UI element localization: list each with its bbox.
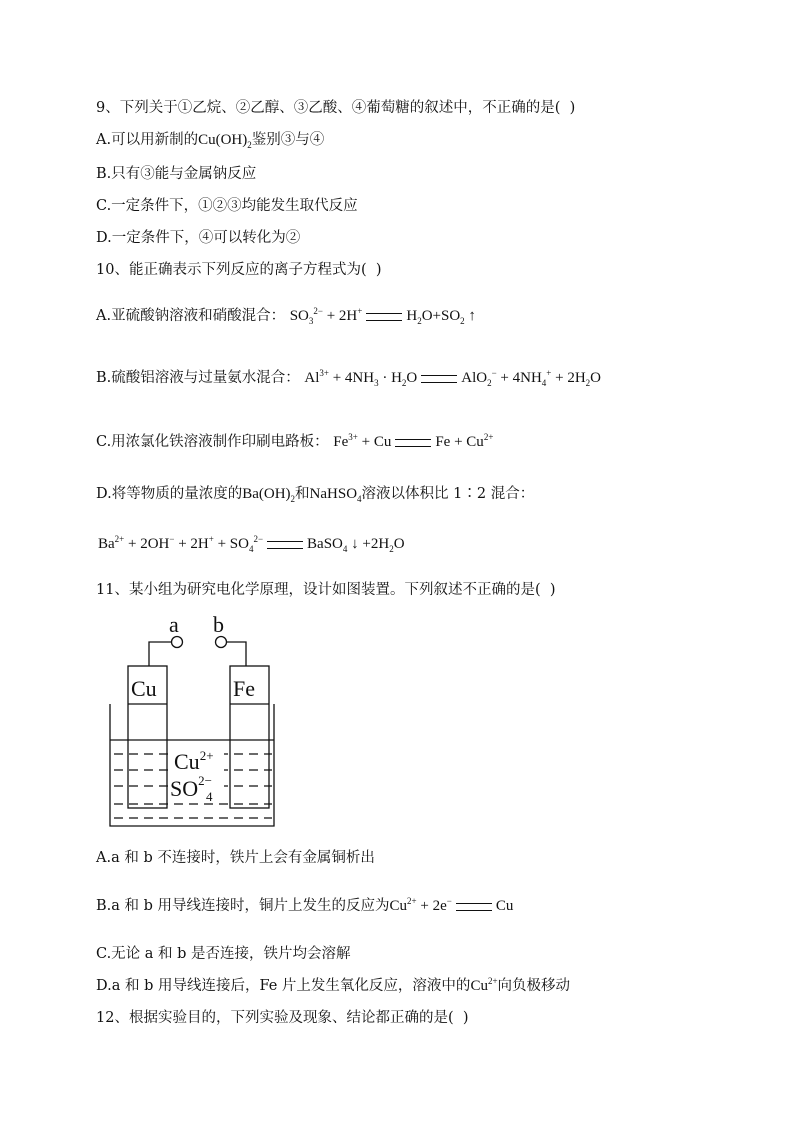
q10-stem: 10、能正确表示下列反应的离子方程式为( ) [96, 262, 382, 278]
q10-option-b: B.硫酸铝溶液与过量氨水混合： $Al^{3+} + 4NH_3 \cdot H_2O$ $AlO_2^- + 4NH_4^+ + 2H_2O$ [96, 368, 602, 388]
q10-option-d: D.将等物质的量浓度的$Ba(OH)_2$和NaHSO$_4$溶液以体积比 1∶2 混合： [96, 486, 535, 504]
q10-equation-c: $Fe^{3+} + Cu$ $Fe + Cu^{2+}$ [333, 432, 494, 450]
terminal-b-label: b [213, 612, 224, 637]
terminal-b [216, 637, 227, 648]
electrode-left-label: Cu [131, 676, 157, 701]
q10-equation-a: $SO_3^{2-} + 2H^+$ $H_2O+SO_2$ ↑ [289, 306, 476, 326]
q9-stem: 9、下列关于①乙烷、②乙醇、③乙酸、④葡萄糖的叙述中，不正确的是( ) [96, 100, 576, 116]
q11-option-b: B.a 和 b 用导线连接时，铜片上发生的反应为$Cu^{2+} + 2e^-$ Cu [96, 896, 514, 914]
q9-reagent: $Cu(OH)_2$ [198, 132, 252, 150]
wire-b [227, 642, 247, 666]
q11-option-a: A.a 和 b 不连接时，铁片上会有金属铜析出 [96, 850, 375, 866]
q10-option-c: C.用浓氯化铁溶液制作印刷电路板： $Fe^{3+} + Cu$ $Fe + Cu^{2+}$ [96, 432, 494, 450]
wire-a [149, 642, 172, 666]
ion-sulfate: $SO^{2-}$ [170, 773, 212, 801]
terminal-a [172, 637, 183, 648]
q11-equation-b: $Cu^{2+} + 2e^-$ Cu [389, 896, 514, 914]
q9-option-b: B.只有③能与金属钠反应 [96, 166, 257, 182]
q12-stem: 12、根据实验目的，下列实验及现象、结论都正确的是( ) [96, 1010, 469, 1026]
ion-copper: $Cu^{2+}$ [174, 748, 214, 774]
q9-option-a: A.可以用新制的$Cu(OH)_2$鉴别③与④ [96, 132, 325, 150]
q9-option-c: C.一定条件下，①②③均能发生取代反应 [96, 198, 358, 214]
q10-equation-b: $Al^{3+} + 4NH_3 \cdot H_2O$ $AlO_2^- + 4NH_4^+ + 2H_2O$ [304, 368, 602, 388]
q10-equation-d: $Ba^{2+} + 2OH^- + 2H^+ + SO_4^{2-}$ BaSO$_4$ ↓ $+2H_2O$ [98, 534, 405, 554]
q11-stem: 11、某小组为研究电化学原理，设计如图装置。下列叙述不正确的是( ) [96, 582, 556, 598]
terminal-a-label: a [169, 612, 179, 637]
electrochemical-cell-diagram [106, 612, 278, 830]
ion-sulfate-subscript: 4 [206, 789, 213, 804]
q11-option-c: C.无论 a 和 b 是否连接，铁片均会溶解 [96, 946, 351, 962]
q9-option-d: D.一定条件下，④可以转化为② [96, 230, 301, 246]
q10-option-a: A.亚硫酸钠溶液和硝酸混合： $SO_3^{2-} + 2H^+$ $H_2O+SO_2$ ↑ [96, 306, 476, 326]
q11-option-d: D.a 和 b 用导线连接后，Fe 片上发生氧化反应，溶液中的$Cu^{2+}$向负极移动 [96, 976, 571, 994]
electrode-right-label: Fe [233, 676, 255, 701]
